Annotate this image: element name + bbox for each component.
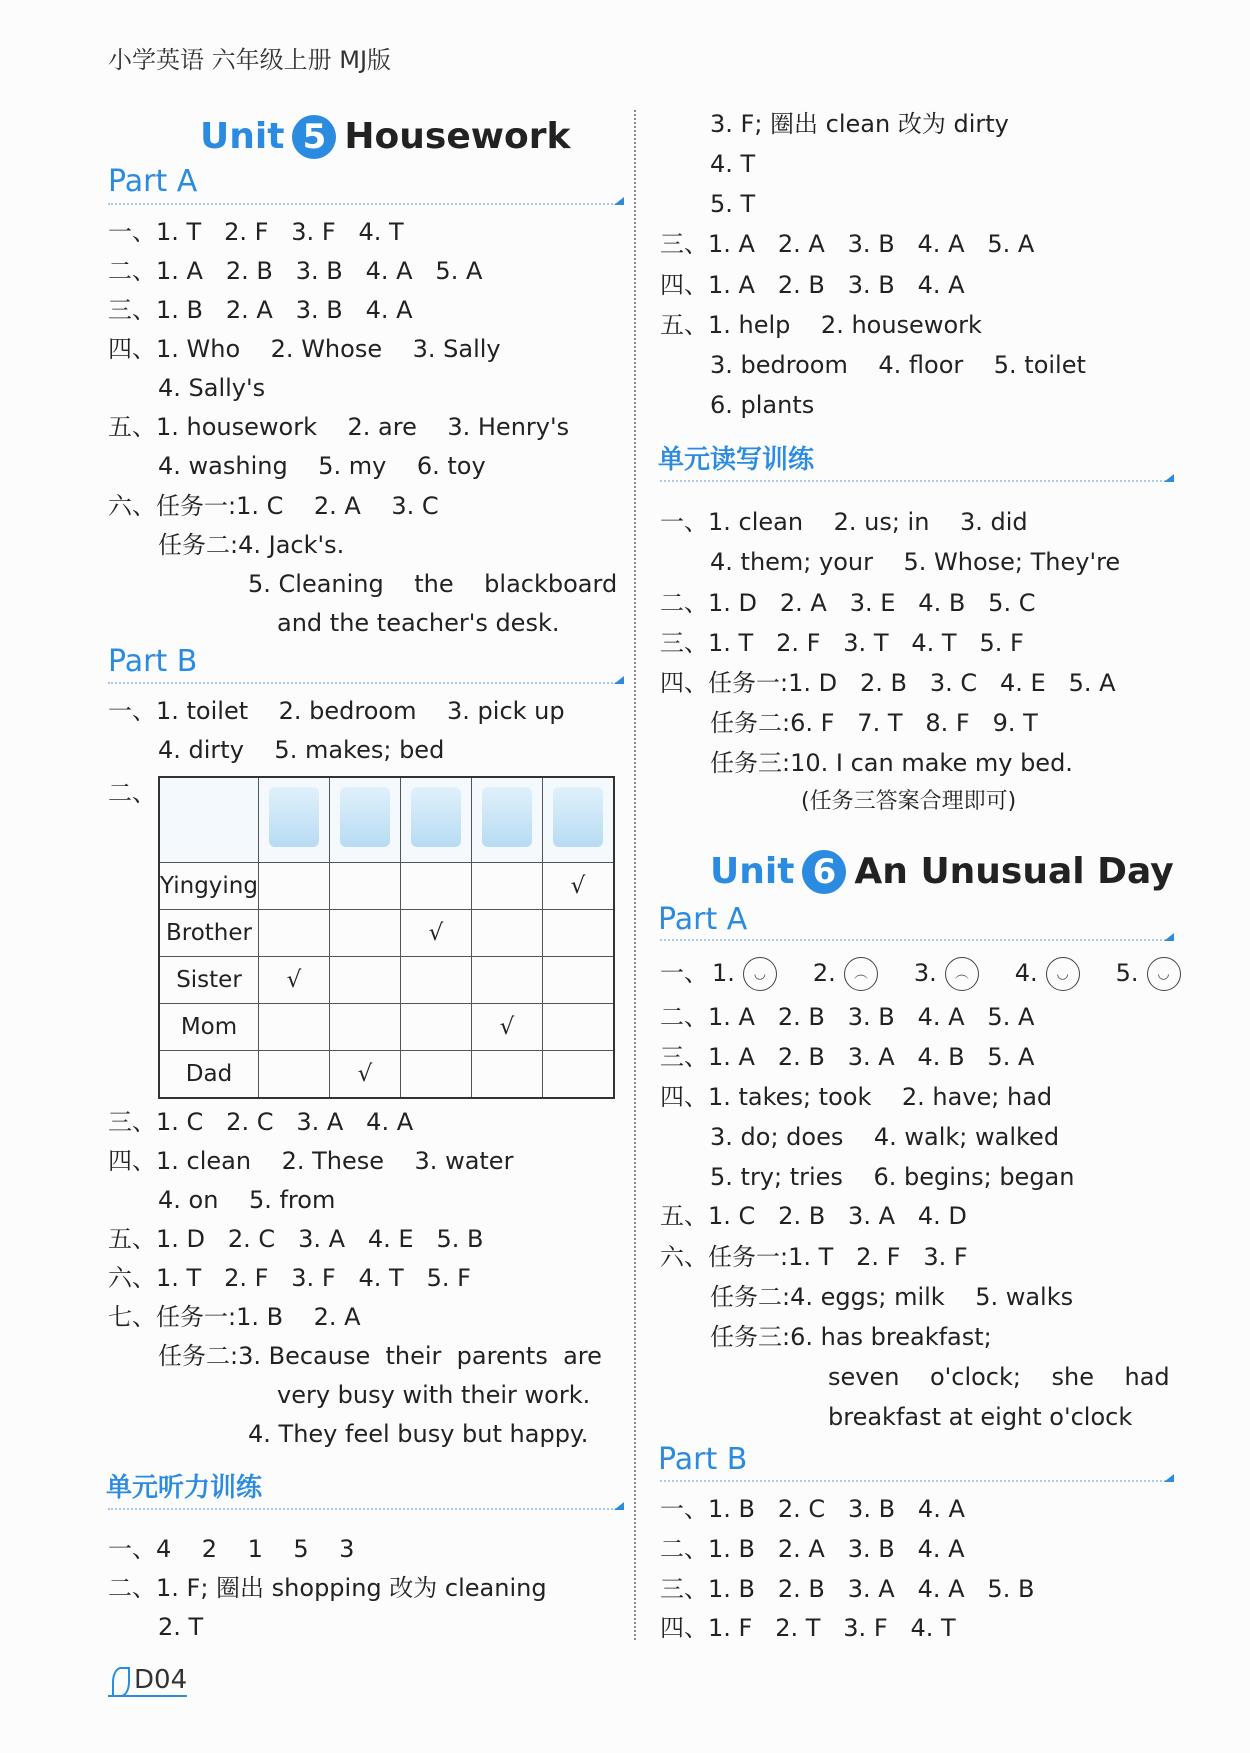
answer-line: 一、1. toilet 2. bedroom 3. pick up <box>108 697 565 725</box>
section-rule <box>660 939 1170 941</box>
section-rule <box>660 480 1170 482</box>
answer-line: 任务三:6. has breakfast; <box>710 1323 992 1351</box>
answer-line: seven o'clock; she had <box>828 1363 1170 1391</box>
smiley-face-icon: ◡ <box>1147 957 1181 991</box>
answer-line: 一、1. B 2. C 3. B 4. A <box>660 1495 965 1523</box>
table-cell <box>258 1004 329 1051</box>
answer-line: 3. do; does 4. walk; walked <box>710 1123 1060 1151</box>
answer-line: 六、任务一:1. T 2. F 3. F <box>660 1243 968 1271</box>
answer-line: 四、1. clean 2. These 3. water <box>108 1147 514 1175</box>
page-number: D04 <box>108 1665 187 1697</box>
sad-face-icon: ︵ <box>844 957 878 991</box>
table-cell <box>542 910 614 957</box>
check-mark: √ <box>258 957 329 1004</box>
check-mark: √ <box>542 863 614 910</box>
table-cell <box>329 863 400 910</box>
answer-line: 五、1. housework 2. are 3. Henry's <box>108 413 570 441</box>
answer-line: (任务三答案合理即可) <box>801 789 1017 814</box>
answer-line: 一、1. T 2. F 3. F 4. T <box>108 218 404 246</box>
answer-line: 二、1. F; 圈出 shopping 改为 cleaning <box>108 1574 547 1602</box>
picture-icon <box>340 787 390 847</box>
table-cell <box>542 1051 614 1099</box>
answer-line: 任务二:4. Jack's. <box>158 531 345 559</box>
table-cell <box>258 910 329 957</box>
answer-line: 二、1. A 2. B 3. B 4. A 5. A <box>108 257 483 285</box>
answer-line: 6. plants <box>710 391 815 419</box>
check-mark: √ <box>471 1004 542 1051</box>
table-cell <box>400 863 471 910</box>
answer-line: 四、1. takes; took 2. have; had <box>660 1083 1053 1111</box>
answer-line: 六、1. T 2. F 3. F 4. T 5. F <box>108 1264 471 1292</box>
answer-line: 3. F; 圈出 clean 改为 dirty <box>710 110 1009 138</box>
answer-line: 任务二:3. Because their parents are <box>158 1342 602 1370</box>
answer-line: 任务三:10. I can make my bed. <box>710 749 1073 777</box>
item-number: 1. <box>712 959 735 987</box>
unit-number-badge: 6 <box>802 850 846 894</box>
table-cell <box>329 910 400 957</box>
book-header: 小学英语 六年级上册 MJ版 <box>108 46 392 74</box>
unit5-title <box>200 115 570 159</box>
item-number: 5. <box>1115 959 1139 987</box>
answer-line: very busy with their work. <box>277 1381 591 1409</box>
table-cell <box>329 1004 400 1051</box>
answer-line: breakfast at eight o'clock <box>828 1403 1133 1431</box>
sad-face-icon: ︵ <box>945 957 979 991</box>
section-rule <box>108 203 620 205</box>
table-cell <box>400 1051 471 1099</box>
unit-label: Unit <box>200 116 285 157</box>
answer-line: 四、1. A 2. B 3. B 4. A <box>660 271 965 299</box>
answer-line: 五、1. C 2. B 3. A 4. D <box>660 1202 967 1230</box>
table-cell <box>471 910 542 957</box>
housework-table <box>158 776 615 1099</box>
table-row <box>159 957 614 1004</box>
answer-line: 四、1. Who 2. Whose 3. Sally <box>108 335 501 363</box>
table-cell <box>471 1051 542 1099</box>
answer-line: and the teacher's desk. <box>277 609 560 637</box>
table-cell <box>258 863 329 910</box>
answer-line: 5. Cleaning the blackboard <box>248 570 618 598</box>
answer-line: 三、1. B 2. A 3. B 4. A <box>108 296 413 324</box>
answer-line: 二、1. A 2. B 3. B 4. A 5. A <box>660 1003 1035 1031</box>
section-rule <box>660 1480 1170 1482</box>
part-b-heading: Part B <box>108 644 198 679</box>
answer-line: 4. Sally's <box>158 374 266 402</box>
table-cell <box>329 957 400 1004</box>
table-row <box>159 1004 614 1051</box>
row-name: Brother <box>159 910 258 957</box>
table-row <box>159 863 614 910</box>
answer-line: 5. try; tries 6. begins; began <box>710 1163 1075 1191</box>
unit6-title <box>710 850 1174 894</box>
row-name: Yingying <box>159 863 258 910</box>
answer-line: 三、1. A 2. A 3. B 4. A 5. A <box>660 230 1035 258</box>
answer-line: 2. T <box>158 1613 204 1641</box>
smiley-face-icon: ◡ <box>1046 957 1080 991</box>
column-divider <box>634 110 636 1640</box>
answer-line: 二、1. B 2. A 3. B 4. A <box>660 1535 965 1563</box>
unit-number-badge: 5 <box>292 115 336 159</box>
part-b-heading: Part B <box>658 1442 748 1477</box>
answer-line: 五、1. help 2. housework <box>660 311 982 339</box>
table-cell <box>471 957 542 1004</box>
table-cell <box>542 1004 614 1051</box>
table-cell <box>258 1051 329 1099</box>
listening-heading: 单元听力训练 <box>106 1473 263 1503</box>
unit-label: Unit <box>710 851 795 892</box>
answer-line: 4. on 5. from <box>158 1186 336 1214</box>
check-mark: √ <box>329 1051 400 1099</box>
smiley-face-icon: ◡ <box>743 957 777 991</box>
picture-icon <box>482 787 532 847</box>
table-cell <box>400 957 471 1004</box>
answer-line: 七、任务一:1. B 2. A <box>108 1303 361 1331</box>
item-number: 4. <box>1014 959 1038 987</box>
answer-line: 三、1. C 2. C 3. A 4. A <box>108 1108 414 1136</box>
answer-line: 四、1. F 2. T 3. F 4. T <box>660 1614 956 1642</box>
section-rule <box>108 1508 620 1510</box>
row-name: Sister <box>159 957 258 1004</box>
picture-icon <box>553 787 603 847</box>
row-name: Dad <box>159 1051 258 1099</box>
answer-line: 4. them; your 5. Whose; They're <box>710 548 1121 576</box>
answer-line: 5. T <box>710 190 756 218</box>
check-mark: √ <box>400 910 471 957</box>
section-rule <box>108 682 620 684</box>
answer-line: 4. They feel busy but happy. <box>248 1420 589 1448</box>
answer-line: 六、任务一:1. C 2. A 3. C <box>108 492 439 520</box>
answer-line: 二、1. D 2. A 3. E 4. B 5. C <box>660 589 1036 617</box>
table-row <box>159 910 614 957</box>
unit-name: Housework <box>344 116 571 157</box>
row-name: Mom <box>159 1004 258 1051</box>
table-cell <box>471 863 542 910</box>
answer-line: 一、4 2 1 5 3 <box>108 1535 355 1563</box>
unit-name: An Unusual Day <box>854 851 1174 892</box>
answer-line: 五、1. D 2. C 3. A 4. E 5. B <box>108 1225 484 1253</box>
answer-line: 任务二:4. eggs; milk 5. walks <box>710 1283 1074 1311</box>
question-label: 一、 <box>660 959 708 987</box>
table-cell <box>400 1004 471 1051</box>
part-a-heading: Part A <box>108 164 198 199</box>
read-write-heading: 单元读写训练 <box>658 445 815 475</box>
picture-icon <box>411 787 461 847</box>
part-a-heading: Part A <box>658 902 748 937</box>
table-cell <box>542 957 614 1004</box>
answer-line: 四、任务一:1. D 2. B 3. C 4. E 5. A <box>660 669 1116 697</box>
question-label: 二、 <box>108 779 156 807</box>
answer-line: 3. bedroom 4. floor 5. toilet <box>710 351 1086 379</box>
answer-line: 一、1. clean 2. us; in 3. did <box>660 508 1028 536</box>
answer-line: 三、1. B 2. B 3. A 4. A 5. B <box>660 1575 1035 1603</box>
answer-line: 任务二:6. F 7. T 8. F 9. T <box>710 709 1038 737</box>
answer-line: 4. T <box>710 150 756 178</box>
item-number: 3. <box>913 959 937 987</box>
answer-line: 4. dirty 5. makes; bed <box>158 736 445 764</box>
answer-line: 三、1. T 2. F 3. T 4. T 5. F <box>660 629 1024 657</box>
table-row <box>159 1051 614 1099</box>
faces-row <box>660 957 1181 991</box>
picture-icon <box>269 787 319 847</box>
item-number: 2. <box>812 959 836 987</box>
answer-line: 4. washing 5. my 6. toy <box>158 452 486 480</box>
answer-line: 三、1. A 2. B 3. A 4. B 5. A <box>660 1043 1035 1071</box>
